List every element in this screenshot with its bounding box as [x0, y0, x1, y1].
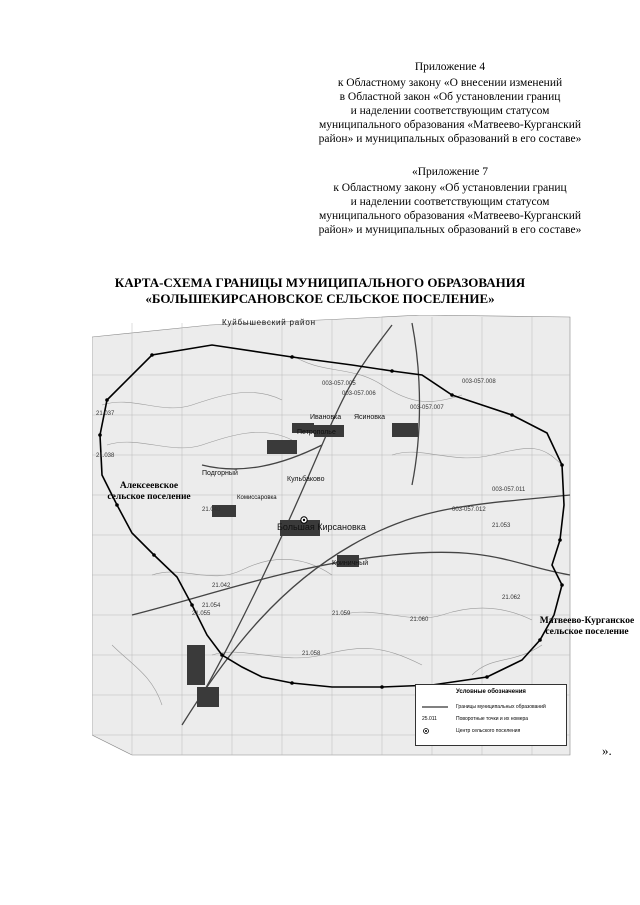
appendix-7-line: район» и муниципальных образований в его составе»: [318, 224, 582, 236]
appendix-7-heading: «Приложение 7: [411, 166, 489, 178]
appendix-7-line: и наделении соответствующим статусом: [350, 196, 550, 208]
east-neighbor-line-1: Матвеево-Курганское: [539, 616, 635, 626]
appendix-4-line: район» и муниципальных образований в его составе»: [318, 133, 582, 145]
appendix-4-line: к Областному закону «О внесении изменений: [337, 77, 563, 89]
point-code-label: 21.062: [502, 595, 521, 601]
legend-item-label: Центр сельского поселения: [456, 728, 521, 734]
legend-item-label: Границы муниципальных образований: [456, 704, 546, 710]
legend-title: Условные обозначения: [456, 689, 526, 695]
point-code-label: 21.040: [202, 507, 221, 513]
point-code-label: 21.053: [492, 523, 511, 529]
point-code-label: 21.060: [410, 617, 429, 623]
settlement-label: Большая Кирсановка: [277, 522, 366, 532]
settlement-label: Петрополье: [297, 429, 336, 436]
boundary-line-icon: [422, 703, 448, 711]
point-code-label: 003-057.007: [410, 405, 444, 411]
point-code-label: 21.058: [302, 651, 321, 657]
appendix-4-line: и наделении соответствующим статусом: [350, 105, 550, 117]
map-legend: [415, 684, 567, 746]
appendix-4-line: в Областной закон «Об установлении границ: [339, 91, 561, 103]
map-title: [0, 275, 640, 307]
west-neighbor-line-2: сельское поселение: [107, 492, 191, 502]
legend-item-boundary: [422, 703, 562, 711]
legend-item-center: [422, 727, 562, 735]
legend-item-label: Поворотные точки и их номера: [456, 716, 529, 722]
point-code-label: 21.054: [202, 603, 221, 609]
east-neighbor-line-2: сельское поселение: [545, 627, 629, 637]
point-code-label: 003-057.012: [452, 507, 486, 513]
closing-quote: ».: [602, 743, 612, 758]
point-code-label: 003-057.011: [492, 487, 526, 493]
west-neighbor-label: [94, 481, 204, 503]
legend-point-code: 25.011: [422, 716, 437, 722]
appendix-7-block: [300, 165, 600, 237]
west-neighbor-line-1: Алексеевское: [119, 481, 179, 491]
settlement-center-icon: [422, 727, 448, 735]
legend-item-points: [422, 715, 562, 723]
point-code-label: 21.038: [96, 453, 115, 459]
point-code-label: 21.059: [332, 611, 351, 617]
settlement-label: Ивановка: [310, 414, 342, 421]
point-code-label: 21.037: [96, 411, 115, 417]
point-code-label: 003-057.006: [342, 391, 376, 397]
appendix-7-line: к Областному закону «Об установлении границ: [333, 182, 567, 194]
north-neighbor-label: Куйбышевский район: [222, 318, 316, 327]
map-title-line-1: КАРТА-СХЕМА ГРАНИЦЫ МУНИЦИПАЛЬНОГО ОБРАЗОВАНИЯ: [114, 275, 526, 290]
settlement-label: Кульбаково: [287, 476, 325, 483]
settlement-label: Ясиновка: [354, 414, 386, 421]
point-code-label: 003-057.005: [322, 381, 356, 387]
appendix-4-line: муниципального образования «Матвеево-Курганский: [318, 119, 582, 131]
east-neighbor-label: [534, 616, 640, 638]
point-code-label: 003-057.008: [462, 379, 496, 385]
settlement-label: Криничный: [332, 560, 369, 567]
appendix-4-block: [300, 60, 600, 146]
appendix-7-line: муниципального образования «Матвеево-Курганский: [318, 210, 582, 222]
point-code-label: 21.055: [192, 611, 211, 617]
point-code-label: 21.042: [212, 583, 231, 589]
appendix-4-heading: Приложение 4: [414, 61, 486, 73]
settlement-label: Подгорный: [202, 470, 238, 477]
settlement-label: Комиссаровка: [237, 495, 277, 501]
map-title-line-2: «БОЛЬШЕКИРСАНОВСКОЕ СЕЛЬСКОЕ ПОСЕЛЕНИЕ»: [145, 291, 495, 306]
